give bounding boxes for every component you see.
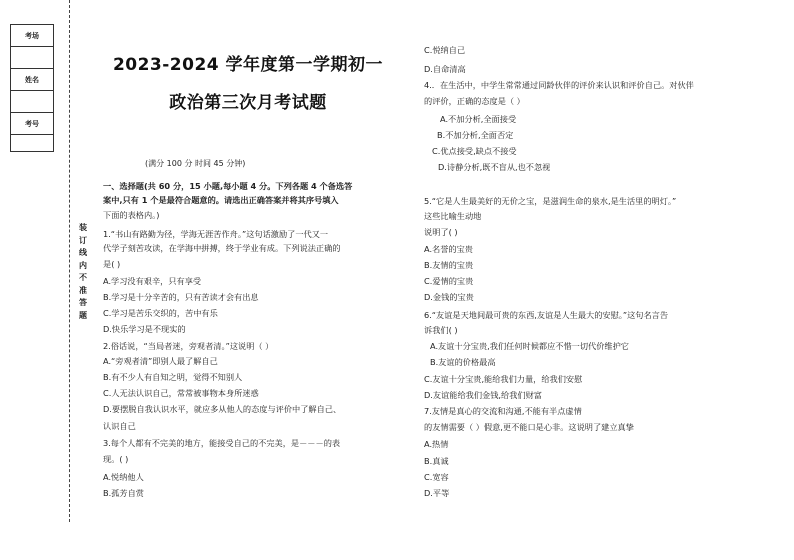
left-text-line: C.学习是苦乐交织的，苦中有乐 xyxy=(103,308,218,318)
right-text-line: C.悦纳自己 xyxy=(424,45,466,55)
right-text-line: 的评价，正确的态度是（ ） xyxy=(424,96,525,106)
left-text-line: A.悦纳他人 xyxy=(103,472,144,482)
right-text-line: 诉我们( ) xyxy=(424,325,458,335)
right-text-line: A.不加分析,全面接受 xyxy=(440,114,517,124)
exam-title-line1: 2023-2024 学年度第一学期初一 xyxy=(112,55,384,75)
left-text-line: 现。( ) xyxy=(103,454,129,464)
left-text-line: D.快乐学习是不现实的 xyxy=(103,324,186,334)
right-text-line: 说明了( ) xyxy=(424,227,458,237)
left-text-line: D.要摆脱自我认识水平，就应多从他人的态度与评价中了解自己、 xyxy=(103,404,342,414)
right-text-line: D.自命清高 xyxy=(424,64,466,74)
left-text-line: 2.俗话说，“当局者迷，旁观者清。”这说明（ ） xyxy=(103,341,274,351)
right-text-line: D.友谊能给我们金钱,给我们财富 xyxy=(424,390,542,400)
right-text-line: D.诗静分析,既不盲从,也不忽视 xyxy=(438,162,551,172)
left-text-line: B.孤芳自赏 xyxy=(103,488,144,498)
right-text-line: A.名誉的宝贵 xyxy=(424,244,473,254)
right-text-line: B.友谊的价格最高 xyxy=(430,357,496,367)
left-text-line: 1.“书山有路勤为径，学海无涯苦作舟。”这句话激励了一代又一 xyxy=(103,229,329,239)
exam-room-field[interactable] xyxy=(11,47,53,69)
right-text-line: 5.“它是人生最美好的无价之宝，是滋润生命的泉水,是生活里的明灯。” xyxy=(424,196,677,206)
left-text-line: C.人无法认识自己，常常被事物本身所迷惑 xyxy=(103,388,259,398)
left-text-line: B.学习是十分辛苦的，只有苦读才会有出息 xyxy=(103,292,259,302)
left-text-line: 下面的表格内。) xyxy=(103,210,160,220)
exam-title-line2: 政治第三次月考试题 xyxy=(169,93,327,113)
left-text-line: 3.每个人都有不完美的地方，能接受自己的不完美，是－－－的表 xyxy=(103,438,341,448)
binding-dashed-line xyxy=(69,0,70,522)
left-text-line: A.“旁观者清”即别人最了解自己 xyxy=(103,356,218,366)
right-text-line: 的友情需要（ ）假意,更不能口是心非。这说明了建立真挚 xyxy=(424,422,634,432)
right-text-line: 7.友情是真心的交流和沟通,不能有半点虚情 xyxy=(424,406,582,416)
exam-room-label: 考场 xyxy=(11,25,53,47)
right-text-line: 6.“友谊是天地间最可贵的东西,友谊是人生最大的安慰。”这句名言告 xyxy=(424,310,669,320)
right-text-line: B.真诚 xyxy=(424,456,449,466)
exam-number-field[interactable] xyxy=(11,135,53,156)
right-text-line: D.平等 xyxy=(424,488,450,498)
right-text-line: B.不加分析,全面否定 xyxy=(437,130,514,140)
right-text-line: D.金钱的宝贵 xyxy=(424,292,474,302)
right-text-line: C.爱情的宝贵 xyxy=(424,276,474,286)
exam-meta: (满分 100 分 时间 45 分钟) xyxy=(145,159,246,168)
name-field[interactable] xyxy=(11,91,53,113)
left-text-line: B.有不少人有自知之明，觉得不知别人 xyxy=(103,372,243,382)
right-text-line: 4.．在生活中，中学生常常通过同龄伙伴的评价来认识和评价自己。对伙伴 xyxy=(424,80,694,90)
left-text-line: A.学习没有艰辛，只有享受 xyxy=(103,276,202,286)
left-text-line: 一、选择题(共 60 分，15 小题,每小题 4 分。下列各题 4 个备选答 xyxy=(103,181,353,191)
right-text-line: C.宽容 xyxy=(424,472,449,482)
right-text-line: A.友谊十分宝贵,我们任何时候都应不惜一切代价维护它 xyxy=(430,341,629,351)
left-text-line: 代学子刻苦攻读，在学海中拼搏，终于学业有成。下列说法正确的 xyxy=(103,243,341,253)
right-text-line: B.友情的宝贵 xyxy=(424,260,474,270)
student-info-box xyxy=(10,24,54,152)
right-text-line: 这些比喻生动地 xyxy=(424,211,482,221)
right-text-line: C.优点接受,缺点不接受 xyxy=(432,146,517,156)
left-text-line: 是( ) xyxy=(103,259,121,269)
right-text-line: A.热情 xyxy=(424,439,449,449)
left-text-line: 认识自己 xyxy=(103,421,136,431)
right-text-line: C.友谊十分宝贵,能给我们力量，给我们安慰 xyxy=(424,374,583,384)
binding-warning: 装订线内不准答题 xyxy=(79,223,87,320)
name-label: 姓名 xyxy=(11,69,53,91)
left-text-line: 案中,只有 1 个是最符合题意的。请选出正确答案并将其序号填入 xyxy=(103,195,339,205)
exam-number-label: 考号 xyxy=(11,113,53,135)
